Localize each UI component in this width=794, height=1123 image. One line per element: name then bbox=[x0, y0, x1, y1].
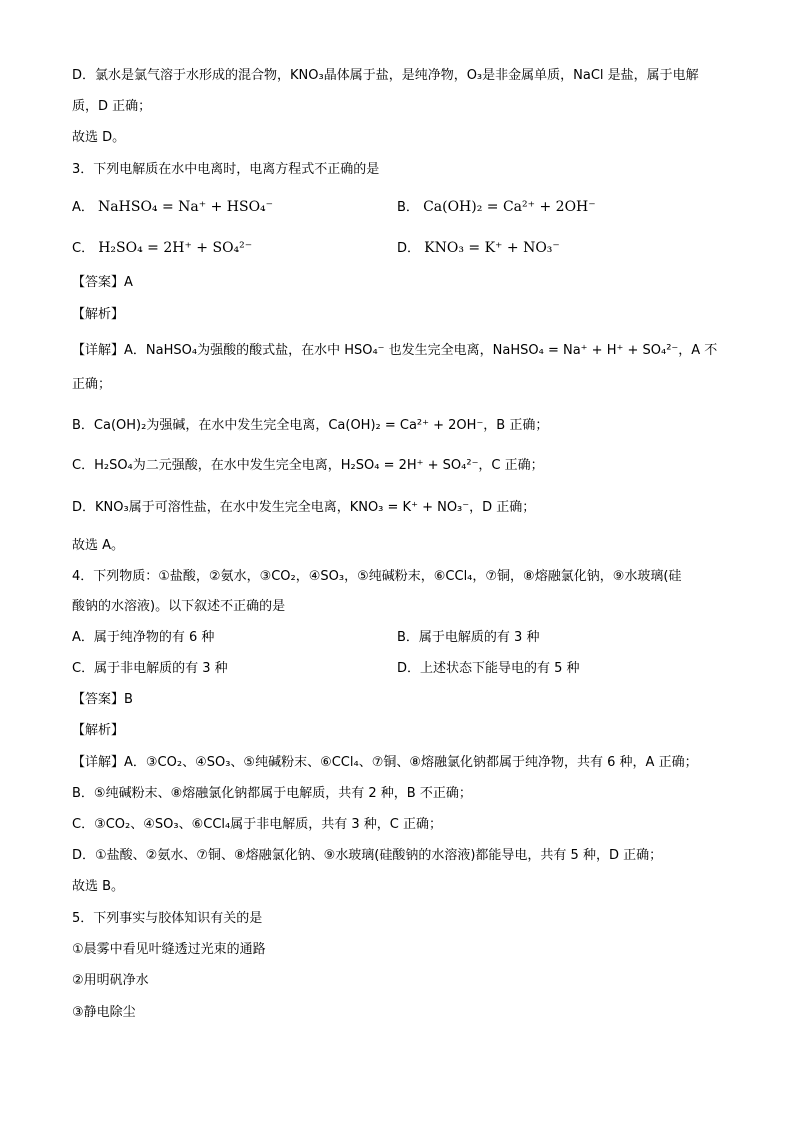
q4-option-c: C．属于非电解质的有 3 种 bbox=[72, 661, 228, 676]
q5-stem: 5．下列事实与胶体知识有关的是 bbox=[72, 911, 263, 926]
q4-conclusion: 故选 B。 bbox=[72, 879, 125, 894]
q4-option-d: D．上述状态下能导电的有 5 种 bbox=[397, 661, 580, 676]
q4-detail-b: B．⑤纯碱粉末、⑧熔融氯化钠都属于电解质，共有 2 种，B 不正确； bbox=[72, 786, 472, 801]
q3-option-d bbox=[397, 238, 560, 259]
q3-detail-a-line1 bbox=[72, 341, 717, 361]
q3-option-c bbox=[72, 238, 252, 259]
answer-tag: 【答案】 bbox=[72, 275, 125, 290]
q3-option-b-equation: Ca(OH)₂ = Ca²⁺ + 2OH⁻ bbox=[423, 199, 596, 215]
q5-item-2: ②用明矾净水 bbox=[72, 973, 149, 988]
q3-option-a bbox=[72, 197, 273, 218]
q2-conclusion: 故选 D。 bbox=[72, 130, 126, 145]
q4-stem-line2: 酸钠的水溶液)。以下叙述不正确的是 bbox=[72, 599, 286, 614]
q2-option-d-explanation-line1: D．氯水是氯气溶于水形成的混合物，KNO₃晶体属于盐，是纯净物，O₃是非金属单质，NaCl 是盐，属于电解 bbox=[72, 68, 699, 83]
q3-detail-b: B．Ca(OH)₂为强碱，在水中发生完全电离，Ca(OH)₂ = Ca²⁺ + 2OH⁻，B 正确； bbox=[72, 418, 549, 433]
q3-option-b-label: B． bbox=[397, 200, 419, 215]
q3-option-d-label: D． bbox=[397, 241, 421, 256]
q3-detail-a-text: A．NaHSO₄为强酸的酸式盐，在水中 HSO₄⁻ 也发生完全电离，NaHSO₄ = Na⁺ + H⁺ + SO₄²⁻，A 不 bbox=[124, 343, 718, 358]
q4-detail-d: D．①盐酸、②氨水、⑦铜、⑧熔融氯化钠、⑨水玻璃(硅酸钠的水溶液)都能导电，共有 5 种，D 正确； bbox=[72, 848, 663, 863]
q4-analysis-tag: 【解析】 bbox=[72, 723, 125, 738]
q3-stem: 3．下列电解质在水中电离时，电离方程式不正确的是 bbox=[72, 162, 380, 177]
q3-detail-a-line2: 正确； bbox=[72, 377, 112, 392]
q3-analysis-tag: 【解析】 bbox=[72, 307, 125, 322]
detail-tag: 【详解】 bbox=[72, 343, 125, 358]
q3-answer-value: A bbox=[124, 275, 133, 290]
q3-answer bbox=[72, 273, 133, 293]
q4-detail-c: C．③CO₂、④SO₃、⑥CCl₄属于非电解质，共有 3 种，C 正确； bbox=[72, 817, 442, 832]
q3-option-b bbox=[397, 197, 596, 218]
answer-tag: 【答案】 bbox=[72, 692, 125, 707]
q5-item-3: ③静电除尘 bbox=[72, 1005, 136, 1020]
q4-answer bbox=[72, 690, 133, 710]
q3-option-d-equation: KNO₃ = K⁺ + NO₃⁻ bbox=[424, 240, 560, 256]
q4-stem-line1: 4．下列物质：①盐酸，②氨水，③CO₂，④SO₃，⑤纯碱粉末，⑥CCl₄，⑦铜，⑧熔融氯化钠，⑨水玻璃(硅 bbox=[72, 569, 682, 584]
q5-item-1: ①晨雾中看见叶缝透过光束的通路 bbox=[72, 942, 266, 957]
q4-answer-value: B bbox=[124, 692, 133, 707]
q4-option-b: B．属于电解质的有 3 种 bbox=[397, 630, 540, 645]
q3-option-a-label: A． bbox=[72, 200, 94, 215]
q3-detail-c: C．H₂SO₄为二元强酸，在水中发生完全电离，H₂SO₄ = 2H⁺ + SO₄²⁻，C 正确； bbox=[72, 458, 544, 473]
q3-option-c-equation: H₂SO₄ = 2H⁺ + SO₄²⁻ bbox=[98, 240, 253, 256]
q3-detail-d: D．KNO₃属于可溶性盐，在水中发生完全电离，KNO₃ = K⁺ + NO₃⁻，D 正确； bbox=[72, 500, 536, 515]
q4-detail-a: 【详解】A．③CO₂、④SO₃、⑤纯碱粉末、⑥CCl₄、⑦铜、⑧熔融氯化钠都属于纯净物，共有 6 种，A 正确； bbox=[72, 755, 698, 770]
q3-option-a-equation: NaHSO₄ = Na⁺ + HSO₄⁻ bbox=[98, 199, 274, 215]
q3-conclusion: 故选 A。 bbox=[72, 538, 125, 553]
q3-option-c-label: C． bbox=[72, 241, 95, 256]
q2-option-d-explanation-line2: 质，D 正确； bbox=[72, 99, 152, 114]
q4-option-a: A．属于纯净物的有 6 种 bbox=[72, 630, 215, 645]
